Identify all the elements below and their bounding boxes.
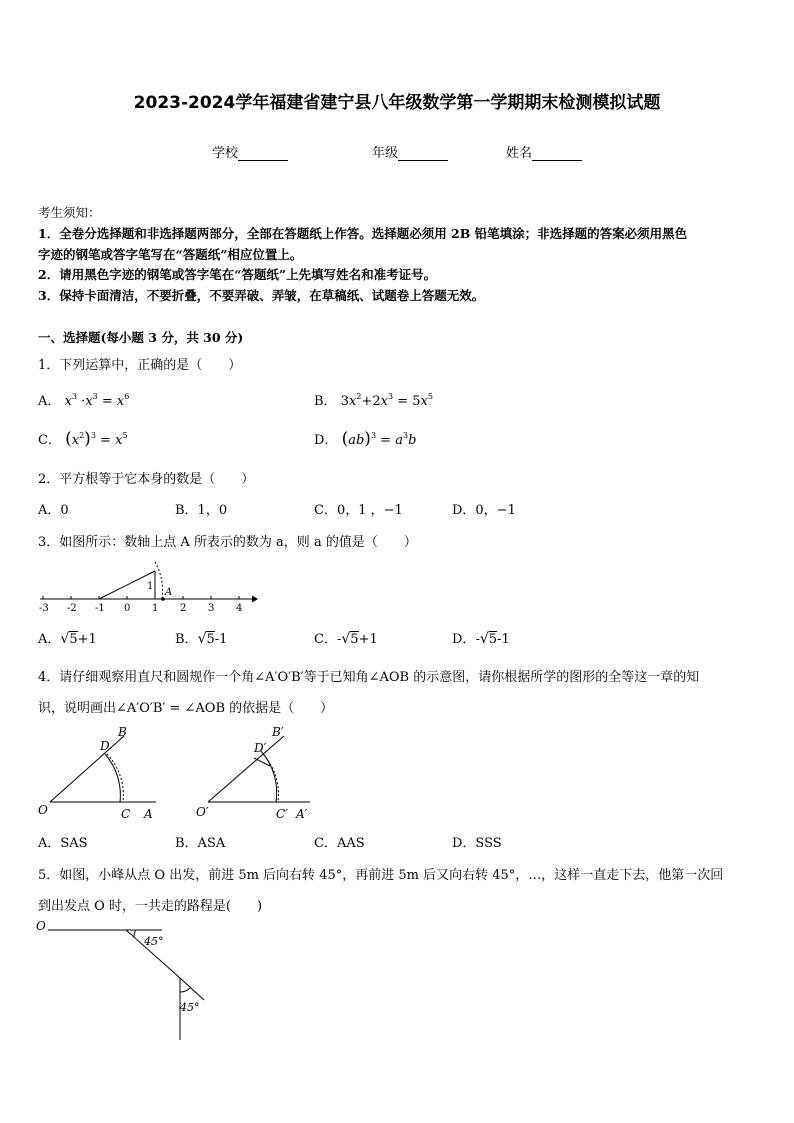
option-label: B．	[314, 394, 337, 409]
label-c: C	[121, 807, 131, 821]
angle-figure-copy	[192, 722, 322, 822]
name-blank[interactable]	[532, 147, 582, 161]
label-a-prime: A′	[296, 807, 308, 821]
q5-stem-line1: 5．如图，小峰从点 O 出发，前进 5m 后向右转 45°，再前进 5m 后又向右转 45°，…，这样一直走下去，他第一次回	[38, 868, 724, 883]
q4-option-b[interactable]: B．ASA	[175, 836, 226, 851]
notice-item-3: 3．保持卡面清洁，不要折叠，不要弄破、弄皱，在草稿纸、试题卷上答题无效。	[38, 288, 485, 303]
name-label: 姓名	[506, 146, 533, 161]
q1-stem: 1．下列运算中，正确的是（ ）	[38, 358, 242, 373]
tick-label: -1	[95, 603, 105, 614]
q4-option-c[interactable]: C．AAS	[314, 836, 365, 851]
axis-arrow-icon	[252, 596, 258, 603]
school-field[interactable]	[212, 142, 288, 161]
label-o: O	[36, 919, 46, 933]
q3-option-b[interactable]: B．√5-1	[175, 631, 228, 647]
angle-figure-original	[34, 722, 164, 822]
q1-option-d[interactable]: D． $(ab)^3 = a^3b$	[314, 429, 417, 449]
q1-option-a[interactable]: A． $x^3 \cdot x^3 = x^6$	[38, 392, 130, 409]
q3-option-a[interactable]: A．√5+1	[38, 631, 97, 647]
tick-label: 4	[236, 603, 243, 614]
school-blank[interactable]	[238, 147, 288, 161]
tick-label: -3	[39, 603, 49, 614]
tick-label: 0	[124, 603, 131, 614]
compass-arc	[155, 562, 163, 599]
option-label: D．	[314, 433, 338, 448]
q2-option-c[interactable]: C．0，1 ，−1	[314, 503, 403, 518]
q5-stem-line2: 到出发点 O 时，一共走的路程是( )	[38, 899, 263, 914]
q4-option-d[interactable]: D．SSS	[452, 836, 502, 851]
extension-line	[180, 978, 204, 1000]
label-d: D	[100, 739, 110, 753]
grade-label: 年级	[372, 146, 399, 161]
grade-field[interactable]	[372, 142, 448, 161]
point-a-label: A	[165, 587, 173, 598]
q4-stem-line2: 识，说明画出∠A′O′B′ = ∠AOB 的依据是（ ）	[38, 701, 334, 716]
section-heading: 一、选择题(每小题 3 分，共 30 分)	[38, 330, 244, 345]
grade-blank[interactable]	[398, 147, 448, 161]
q2-option-a[interactable]: A．0	[38, 503, 69, 518]
tick-label: 1	[152, 603, 159, 614]
angle-label-2: 45°	[180, 1001, 200, 1014]
q1-option-b[interactable]: B． $3x^2+2x^3 = 5x^5$	[314, 392, 433, 409]
notice-item-1-cont: 字迹的钢笔或答字笔写在“答题纸”相应位置上。	[38, 247, 303, 262]
label-o: O	[38, 803, 48, 817]
notice-item-2: 2．请用黑色字迹的钢笔或答字笔在“答题纸”上先填写姓名和准考证号。	[38, 267, 437, 282]
tick-label: -2	[67, 603, 77, 614]
q2-option-d[interactable]: D．0，−1	[452, 503, 516, 518]
angle-label-1: 45°	[144, 935, 164, 948]
label-b-prime: B′	[272, 725, 284, 739]
tick-label: 2	[180, 603, 187, 614]
q3-option-d[interactable]: D．-√5-1	[452, 631, 510, 647]
q1-option-c[interactable]: C． $(x^2)^3 = x^5$	[38, 429, 128, 449]
school-label: 学校	[212, 146, 239, 161]
angle-arc-1	[134, 930, 136, 937]
q4-option-a[interactable]: A．SAS	[38, 836, 88, 851]
name-field[interactable]	[506, 142, 582, 161]
label-d-prime: D′	[254, 741, 267, 755]
number-line-figure	[34, 558, 264, 616]
q2-stem: 2．平方根等于它本身的数是（ ）	[38, 472, 255, 487]
label-c-prime: C′	[276, 807, 288, 821]
label-b: B	[118, 725, 127, 739]
notice-item-1: 1．全卷分选择题和非选择题两部分，全部在答题纸上作答。选择题必须用 2B 铅笔填涂；非选择题的答案必须用黑色	[38, 226, 688, 241]
page-title: 2023-2024学年福建省建宁县八年级数学第一学期期末检测模拟试题	[133, 93, 661, 113]
option-label: A．	[38, 394, 61, 409]
q4-stem-line1: 4．请仔细观察用直尺和圆规作一个角∠A′O′B′等于已知角∠AOB 的示意图，请你根据所学的图形的全等这一章的知	[38, 670, 700, 685]
q3-stem: 3．如图所示：数轴上点 A 所表示的数为 a，则 a 的值是（ ）	[38, 535, 417, 550]
option-label: C．	[38, 433, 61, 448]
walking-path-figure	[34, 916, 234, 1046]
q3-option-c[interactable]: C．-√5+1	[314, 631, 378, 647]
tick-label: 3	[208, 603, 215, 614]
side-label: 1	[147, 581, 154, 592]
notice-heading: 考生须知：	[38, 205, 101, 220]
angle-arc-2	[180, 988, 190, 992]
label-a: A	[144, 807, 153, 821]
label-o-prime: O′	[196, 805, 209, 819]
q2-option-b[interactable]: B．1，0	[175, 503, 228, 518]
